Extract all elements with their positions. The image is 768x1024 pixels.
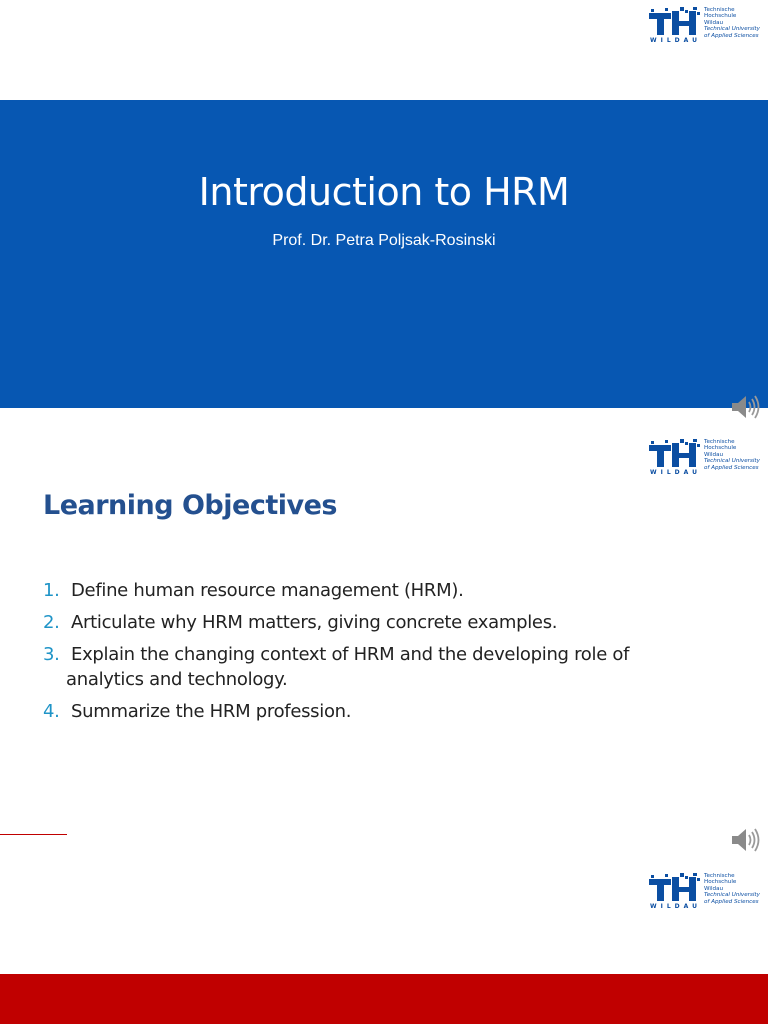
logo-line: Technical University [704,892,760,899]
item-number: 2. [43,612,60,633]
slide-subtitle: Prof. Dr. Petra Poljsak-Rosinski [272,232,496,249]
speaker-icon[interactable] [728,391,760,428]
th-wildau-logo [649,7,760,43]
red-divider [0,834,67,835]
item-number: 4. [43,701,60,722]
title-slide [0,0,768,410]
logo-line: Hochschule [704,879,737,886]
list-item [43,699,683,724]
logo-line: Technische [704,7,735,13]
logo-wildau-text: WILDAU [650,469,701,476]
title-banner [0,100,768,408]
logo-wildau-text: WILDAU [650,903,701,910]
item-number: 1. [43,580,60,601]
objectives-list [43,578,683,731]
logo-line: Hochschule [704,13,737,20]
section-heading: Learning Objectives [43,490,337,521]
item-text: Summarize the HRM profession. [71,701,352,722]
th-logo-mark [649,7,701,43]
logo-line: Technical University [704,26,760,33]
logo-line: of Applied Sciences [704,898,759,905]
red-footer-band [0,974,768,1024]
objectives-slide [0,430,768,842]
th-logo-mark [649,873,701,909]
item-text: Explain the changing context of HRM and the developing role of analytics and technology. [66,644,630,690]
list-item [43,610,683,635]
item-text: Define human resource management (HRM). [71,580,464,601]
logo-wildau-text: WILDAU [650,37,701,44]
logo-line: Wildau [704,19,724,26]
th-logo-mark [649,439,701,475]
item-number: 3. [43,644,60,665]
logo-text [704,439,760,471]
logo-line: Wildau [704,451,724,458]
logo-line: of Applied Sciences [704,464,759,471]
next-slide-partial [0,856,768,1024]
logo-line: Technische [704,873,735,879]
th-wildau-logo [649,873,760,909]
logo-text [704,873,760,905]
th-wildau-logo [649,439,760,475]
logo-line: Hochschule [704,445,737,452]
logo-line: Technische [704,439,735,445]
logo-line: Wildau [704,885,724,892]
logo-text [704,7,760,39]
item-text: Articulate why HRM matters, giving concrete examples. [71,612,558,633]
list-item [43,578,683,603]
slide-title: Introduction to HRM [198,170,570,214]
logo-line: of Applied Sciences [704,32,759,39]
logo-line: Technical University [704,458,760,465]
list-item [43,642,683,692]
